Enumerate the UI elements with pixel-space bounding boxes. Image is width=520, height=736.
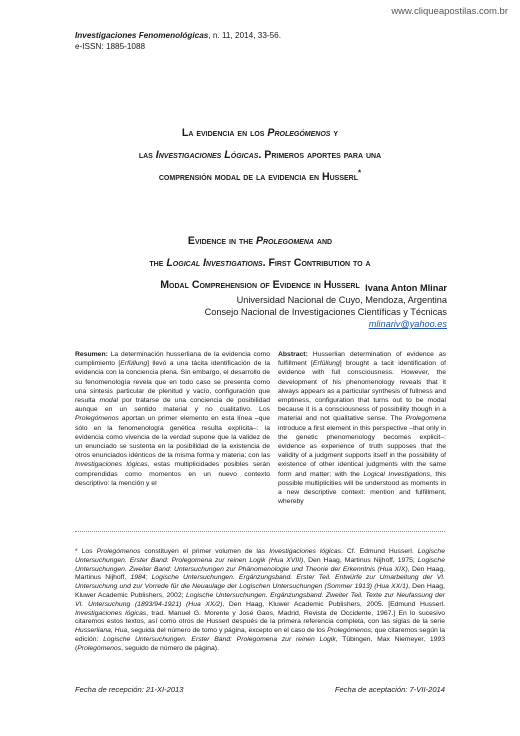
footnote-text: , Den Haag, Martinus Nijhoff, (75, 565, 445, 582)
abstract-en-italic: Erfüllung (312, 360, 340, 368)
section-divider (75, 531, 445, 532)
footnote-text: , Den Haag, Kluwer Academic Publishers, 2005. [Edmund Husserl. (222, 600, 445, 608)
abstract-es-italic: Prolegómenos (75, 415, 119, 423)
abstract-es-text: ] llevó a una tácita identificación de la evidencia con la conciencia plena. Sin embargo, el desarrollo de su fenomenología revela que en todo caso se presenta como una síntesis particular de plenitud y vacío, configuración que resulta (75, 360, 270, 405)
footnote-italic: 1984; Logische Untersuchungen. Ergänzungsband. Erster Teil. Entwürfe zur Umarbeitung der VI. Untersuchung und zur Vorrede für die Neuaulage der Logischen Untersuchungen (Sommer 1913) (Hua XX/1) (75, 574, 446, 591)
date-accepted: Fecha de aceptación: 7-VII-2014 (334, 685, 445, 694)
title-es-text: y (330, 127, 339, 139)
abstract-es-text: La determinación husserliana de la evidencia como cumplimiento [ (75, 351, 270, 368)
abstract-es-italic: Investigaciones lógicas (75, 461, 148, 469)
title-en-text: and (313, 235, 333, 247)
title-es-line-2 (70, 144, 450, 166)
abstract-en-italic: Logical Investigations (363, 470, 430, 478)
footnote-text: , Den Haag, Martinus Nijhoff, 1975; (303, 556, 418, 564)
footnote-italic: Investigaciones lógicas (269, 548, 342, 555)
watermark-url: www.cliqueapostilas.com.br (391, 6, 508, 17)
footnote-text: * Los (75, 548, 97, 555)
title-en-text: the (149, 257, 167, 269)
title-en-line-3: Modal Comprehension of Evidence in Husserl (160, 279, 360, 291)
title-es-italic: Prolegómenos (267, 127, 331, 139)
journal-citation: , n. 11, 2014, 33-56. (208, 31, 281, 40)
title-en-line-1 (70, 230, 450, 252)
footnote-italic: Husserliana, Hua (75, 627, 128, 635)
author-block (205, 282, 447, 330)
abstract-spanish (75, 350, 270, 488)
abstract-es-text: , estas multiplicidades posibles serán comprendidas como momentos en un nuevo contexto descriptivo: la mención y el (75, 461, 270, 487)
footnote-italic: Prolegómenos (327, 627, 371, 635)
abstract-es-label: Resumen: (75, 351, 108, 358)
author-name: Ivana Anton Mlinar (365, 283, 447, 293)
abstract-english (278, 350, 446, 506)
title-spanish (70, 122, 450, 188)
title-es-italic: Investigaciones Lógicas (155, 149, 259, 161)
journal-name: Investigaciones Fenomenológicas (75, 31, 209, 40)
author-affiliation-2: Consejo Nacional de Investigaciones Científicas y Técnicas (204, 307, 447, 317)
footnote-text: . Cf. Edmund Husserl. (341, 548, 418, 555)
journal-header (75, 30, 281, 52)
date-received: Fecha de recepción: 21-XI-2013 (75, 685, 184, 694)
footnote-italic: Investigaciones lógicas (75, 609, 147, 617)
abstract-es-italic: modal (99, 397, 118, 405)
author-affiliation-1: Universidad Nacional de Cuyo, Mendoza, Argentina (236, 295, 447, 305)
footnote-text: , seguido de número de página). (121, 644, 219, 652)
footnote-text: , trad. Manuel G. Morente y José Gaos, Madrid, Revista de Occidente, 1967.] En lo sucesivo citaremos estos textos, así como otros de Husserl después de la primera referencia completa, con las siglas de la serie (75, 609, 445, 626)
footnote-text: , Den Haag, Kluwer Academic Publishers, 2002; (75, 583, 445, 599)
title-en-italic: Logical Investigations (166, 257, 263, 269)
footnote-italic: Prolegómenos (96, 548, 141, 555)
title-en-text: . First Contribution to a (262, 257, 371, 269)
footnote-marker: * (358, 168, 362, 178)
title-es-line-1 (70, 122, 450, 144)
footnote-italic: Logische Untersuchungen. Erster Band: Prolegomena zur reinen Logik (Hua XVIII) (75, 548, 445, 564)
abstract-es-text: aportan un primer elemento en esta línea –que sólo en la fenomenología genética resulta explícita–: la evidencia como vivencia de la verdad supone que la validez de un enunciado se sustenta en la posibilidad de la existencia de otros enunciados idénticos de la misma forma y materia; con las (75, 415, 270, 460)
footnote-italic: Prolegómenos (77, 644, 122, 652)
footnote-italic: Logische Untersuchungen. Erster Band: Prolegomena zur reinen Logik (103, 635, 336, 643)
title-en-text: Evidence in the (187, 235, 256, 247)
footnote-text: , que citaremos según la edición: (75, 627, 445, 643)
abstract-en-label: Abstract: (278, 351, 308, 358)
footnote-text: , seguida del número de tomo y página, excepto en el caso de los (127, 627, 328, 635)
footnote-text: constituyen el primer volumen de las (140, 548, 270, 555)
abstract-en-text: , this possible multiplicities will be understood as moments in a new descriptive context: mention and fulfillment, whereby (278, 470, 447, 506)
title-en-italic: Prolegomena (255, 235, 314, 247)
title-en-line-2 (70, 252, 450, 274)
abstract-en-text: introduce a first element in this perspective –that only in the genetic phenomenology becomes explicit–: evidence as experience of truth supposes that the validity of a judgment supports itself in the possibility of existence of other identical judgments with the same form and matter; with the (278, 424, 446, 478)
abstract-en-text: Husserlian determination of evidence as fulfillment [ (278, 351, 446, 368)
author-email-link[interactable]: mlinariv@yahoo.es (368, 319, 447, 329)
abstract-en-italic: Prolegomena (405, 415, 446, 423)
title-es-text: . Primeros aportes para una (258, 149, 382, 161)
footnote-text: , Tübingen, Max Niemeyer, 1993 ( (75, 635, 445, 652)
title-es-text: las (138, 149, 156, 161)
journal-issn: e-ISSN: 1885-1088 (75, 42, 146, 51)
abstract-en-text: ] brought a tacit identification of evidence with full consciousness. However, the development of his phenomenology reveals that it always appears as a particular synthesis of fullness and emptiness, configuration that turns out to be modal because it is a consciousness of possibility though in a material and not qualitative sense. The (278, 360, 446, 423)
footnote-italic: Logische Untersuchungen. Ergänzungsband. Zweiter Teil. Texte zur Neufassung der VI. Untersuchung (1893/94-1921) (Hua XX/2) (75, 591, 445, 608)
footnote (75, 548, 445, 654)
abstract-es-text: por tratarse de una conciencia de posibilidad aunque en un sentido material y no cualitativo. Los (75, 397, 270, 414)
abstract-es-italic: Erfüllung (120, 360, 148, 368)
footnote-italic: Logische Untersuchungen. Zweiter Band: Untersuchungen zur Phänomenologie und Theorie der Erkenntnis (Hua XIX) (75, 556, 445, 573)
title-es-text: comprensión modal de la evidencia en Husserl (158, 171, 359, 183)
title-es-line-3 (70, 166, 450, 188)
title-es-text: La evidencia en los (181, 127, 268, 139)
